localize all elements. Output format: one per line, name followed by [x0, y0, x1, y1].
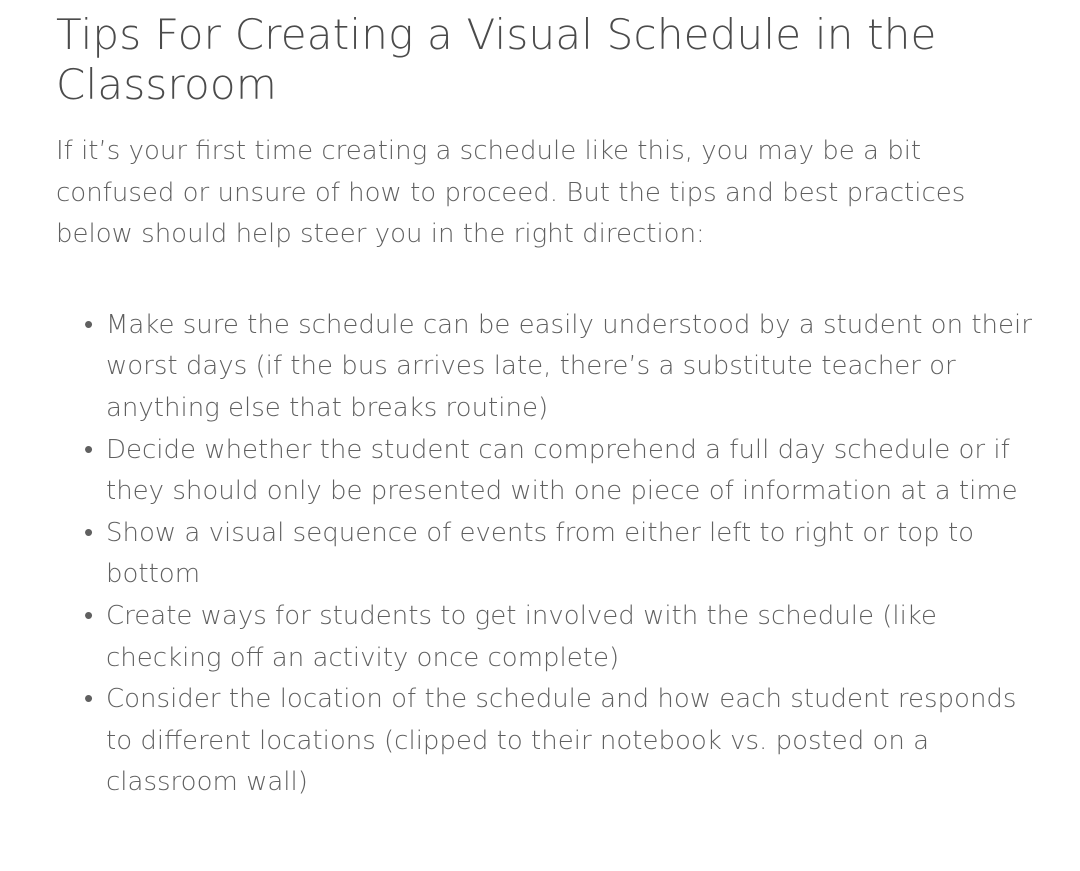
tip-text: Show a visual sequence of events from either left to right or top to bottom [106, 517, 975, 590]
bullet-icon: • [84, 309, 94, 340]
tip-item-1 [84, 305, 1046, 430]
tip-item-2 [84, 430, 1046, 513]
bullet-icon: • [84, 434, 94, 465]
tip-text: Consider the location of the schedule and how each student responds to different locations (clipped to their notebook vs. posted on a classroom wall) [106, 684, 1017, 798]
article-section [56, 10, 1046, 804]
bullet-icon: • [84, 517, 94, 548]
tip-text: Decide whether the student can comprehend a full day schedule or if they should only be presented with one piece of information at a time [106, 434, 1018, 507]
tip-item-3 [84, 513, 1046, 596]
bullet-icon: • [84, 684, 94, 715]
tip-item-4 [84, 596, 1046, 679]
bullet-icon: • [84, 600, 94, 631]
tip-text: Create ways for students to get involved with the schedule (like checking off an activity once complete) [106, 600, 937, 673]
tips-list [56, 305, 1046, 804]
tip-text: Make sure the schedule can be easily understood by a student on their worst days (if the bus arrives late, there’s a substitute teacher or anything else that breaks routine) [106, 309, 1032, 423]
section-title: Tips For Creating a Visual Schedule in the Classroom [56, 10, 937, 109]
tip-item-5 [84, 679, 1046, 804]
intro-paragraph: If it’s your first time creating a schedule like this, you may be a bit confused or unsure of how to proceed. But the tips and best practices below should help steer you in the right direction: [56, 136, 966, 250]
